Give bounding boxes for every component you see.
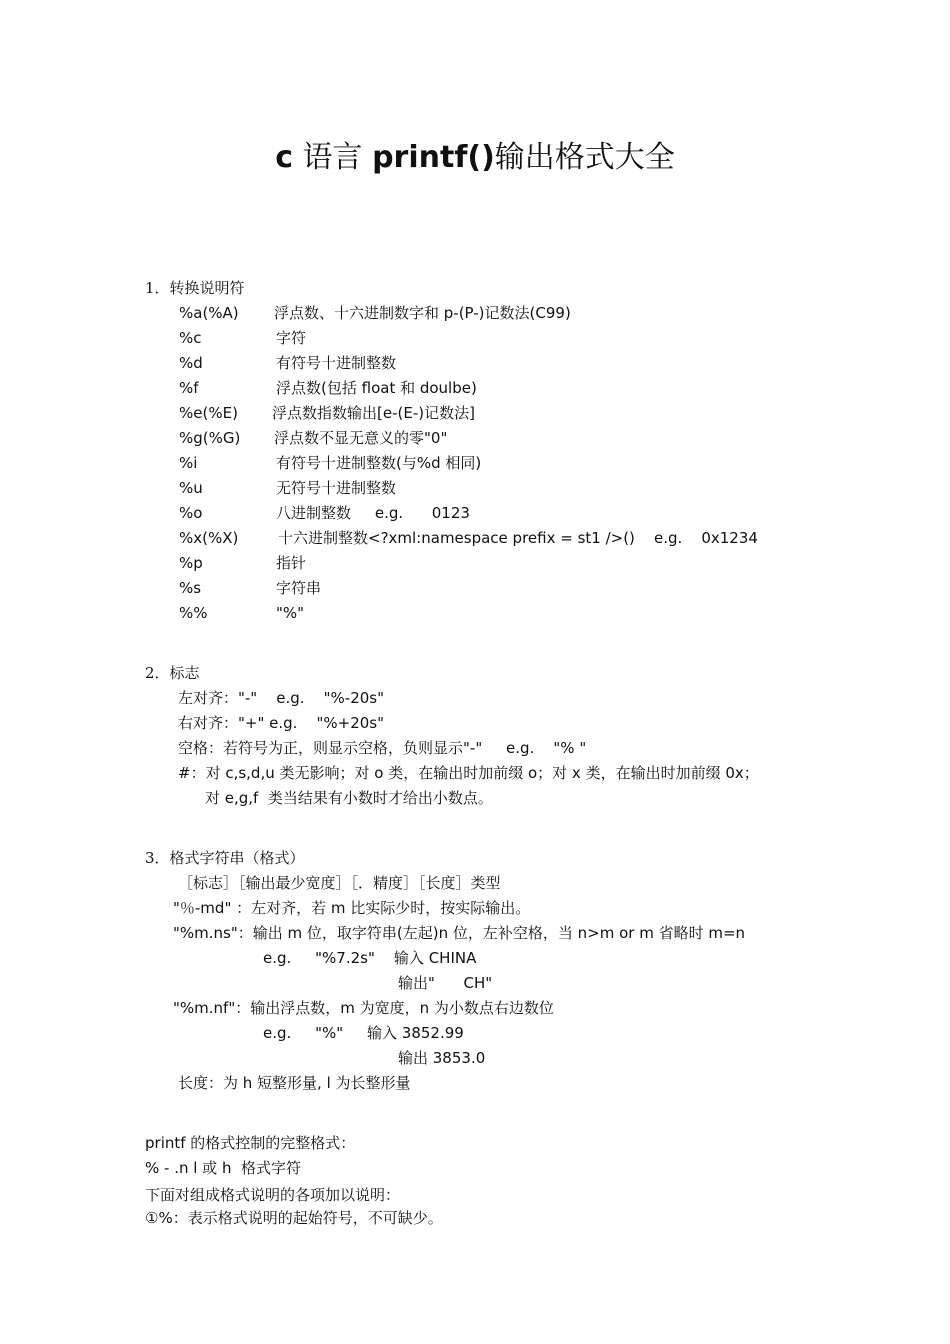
full-format-line: % - .n l 或 h 格式字符	[145, 1159, 301, 1177]
specifier-code: %x(%X)	[179, 529, 239, 547]
specifier-description: 字符	[276, 329, 307, 347]
specifier-code: %o	[179, 504, 203, 522]
section-3-heading: 3．格式字符串（格式）	[145, 849, 305, 867]
specifier-description: 浮点数不显无意义的零"0"	[274, 429, 448, 447]
title-part-c: c	[275, 140, 293, 175]
format-line: e.g. "%" 输入 3852.99	[263, 1024, 464, 1042]
section-1-heading: 1．转换说明符	[145, 279, 245, 297]
specifier-code: %p	[179, 554, 203, 572]
specifier-code: %a(%A)	[179, 304, 239, 322]
title-part-lang: 语言	[292, 140, 373, 175]
specifier-description: 指针	[276, 554, 307, 572]
title-part-printf: printf()	[372, 140, 495, 175]
page-title	[0, 132, 950, 176]
flag-line: 对 e,g,f 类当结果有小数时才给出小数点。	[205, 789, 493, 807]
full-format-line: printf 的格式控制的完整格式：	[145, 1134, 356, 1152]
flag-line: 空格：若符号为正，则显示空格，负则显示"-" e.g. "% "	[178, 739, 587, 757]
specifier-description: "%"	[276, 604, 305, 622]
flag-line: 左对齐："-" e.g. "%-20s"	[178, 689, 385, 707]
specifier-description: 有符号十进制整数	[276, 354, 397, 372]
section-2-heading: 2．标志	[145, 664, 200, 682]
specifier-code: %e(%E)	[179, 404, 238, 422]
format-line: 输出" CH"	[398, 974, 493, 992]
specifier-description: 八进制整数 e.g. 0123	[276, 504, 470, 522]
specifier-code: %u	[179, 479, 203, 497]
specifier-description: 无符号十进制整数	[276, 479, 397, 497]
flag-line: #：对 c,s,d,u 类无影响；对 o 类，在输出时加前缀 o；对 x 类，在输出时加前缀 0x；	[178, 764, 759, 782]
format-line: "％-md" ：左对齐，若 m 比实际少时，按实际输出。	[173, 899, 531, 917]
specifier-description: 字符串	[276, 579, 322, 597]
title-part-rest: 输出格式大全	[494, 140, 675, 175]
specifier-code: %c	[179, 329, 202, 347]
format-line: 输出 3853.0	[398, 1049, 486, 1067]
specifier-code: %f	[179, 379, 199, 397]
full-format-line: 下面对组成格式说明的各项加以说明：	[145, 1186, 401, 1204]
format-line: ［标志］［输出最少宽度］［．精度］［长度］类型	[178, 874, 501, 892]
specifier-code: %s	[179, 579, 202, 597]
specifier-code: %i	[179, 454, 198, 472]
specifier-description: 浮点数、十六进制数字和 p-(P-)记数法(C99)	[274, 304, 571, 322]
specifier-code: %%	[179, 604, 208, 622]
specifier-description: 有符号十进制整数(与%d 相同)	[276, 454, 482, 472]
format-line: "%m.ns"：输出 m 位，取字符串(左起)n 位，左补空格，当 n>m or m 省略时 m=n	[173, 924, 746, 942]
format-line: 长度：为 h 短整形量, l 为长整形量	[178, 1074, 411, 1092]
format-line: "%m.nf"：输出浮点数，m 为宽度，n 为小数点右边数位	[173, 999, 554, 1017]
flag-line: 右对齐："+" e.g. "%+20s"	[178, 714, 385, 732]
specifier-description: 十六进制整数<?xml:namespace prefix = st1 />() e.g. 0x1234	[278, 529, 758, 547]
specifier-description: 浮点数(包括 float 和 doulbe)	[276, 379, 477, 397]
specifier-code: %d	[179, 354, 203, 372]
format-line: e.g. "%7.2s" 输入 CHINA	[263, 949, 477, 967]
full-format-line: ①%：表示格式说明的起始符号，不可缺少。	[145, 1209, 443, 1227]
specifier-code: %g(%G)	[179, 429, 241, 447]
specifier-description: 浮点数指数输出[e-(E-)记数法]	[272, 404, 475, 422]
